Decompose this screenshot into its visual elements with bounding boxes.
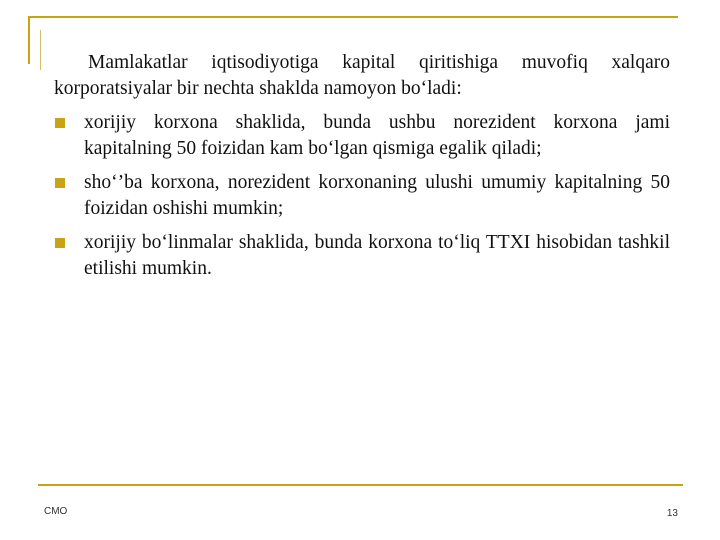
frame-top-line — [28, 16, 678, 18]
slide-content — [54, 50, 670, 282]
square-bullet-icon — [55, 178, 65, 188]
frame-left-line — [28, 16, 30, 64]
footer-label: CMO — [44, 506, 68, 517]
bullet-list — [54, 110, 670, 282]
square-bullet-icon — [55, 118, 65, 128]
square-bullet-icon — [55, 238, 65, 248]
frame-left-inner-line — [40, 30, 41, 70]
bullet-text: sho‘’ba korxona, norezident korxonaning ulushi umumiy kapitalning 50 foizidan oshishi mumkin; — [84, 172, 670, 219]
intro-paragraph: Mamlakatlar iqtisodiyotiga kapital qiritishiga muvofiq xalqaro korporatsiyalar bir nechta shaklda namoyon bo‘ladi: — [54, 52, 670, 99]
page-number: 13 — [666, 508, 678, 519]
bullet-item — [54, 170, 670, 222]
frame-bottom-line — [38, 484, 683, 486]
bullet-text: xorijiy korxona shaklida, bunda ushbu norezident korxona jami kapitalning 50 foizidan kam bo‘lgan qismiga egalik qiladi; — [84, 112, 670, 159]
bullet-item — [54, 230, 670, 282]
bullet-text: xorijiy bo‘linmalar shaklida, bunda korxona to‘liq TTXI hisobidan tashkil etilishi mumkin. — [84, 232, 670, 279]
bullet-item — [54, 110, 670, 162]
